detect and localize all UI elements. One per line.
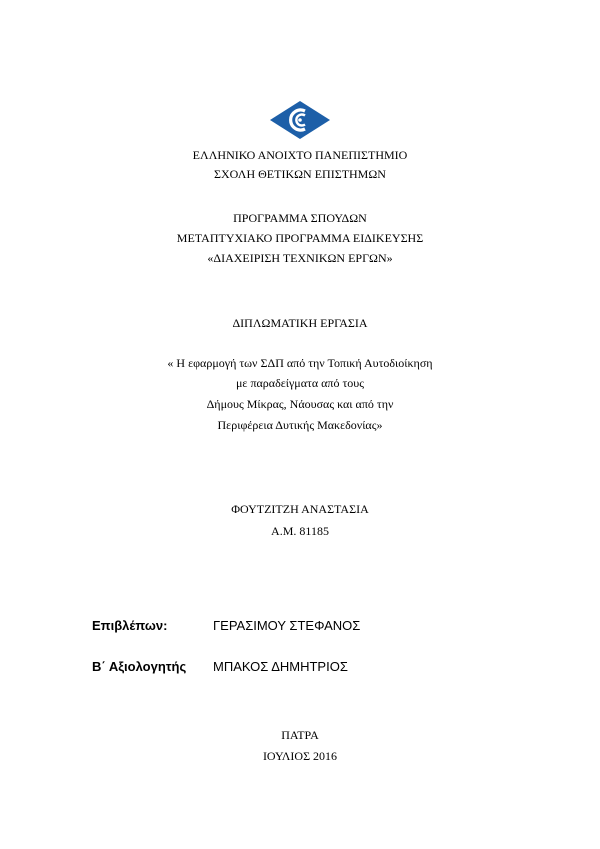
- city: ΠΑΤΡΑ: [281, 728, 319, 742]
- thesis-title-line: με παραδείγματα από τους: [235, 376, 364, 390]
- university-name: ΕΛΛΗΝΙΚΟ ΑΝΟΙΧΤΟ ΠΑΝΕΠΙΣΤΗΜΙΟ: [192, 148, 408, 162]
- examiner-name: ΜΠΑΚΟΣ ΔΗΜΗΤΡΙΟΣ: [213, 659, 348, 674]
- program-specialization: «ΔΙΑΧΕΙΡΙΣΗ ΤΕΧΝΙΚΩΝ ΕΡΓΩΝ»: [207, 251, 393, 265]
- supervisor-name: ΓΕΡΑΣΙΜΟΥ ΣΤΕΦΑΝΟΣ: [213, 618, 361, 633]
- thesis-title-line: Περιφέρεια Δυτικής Μακεδονίας»: [217, 418, 383, 432]
- university-logo-icon: [269, 100, 331, 140]
- author-registration-number: Α.Μ. 81185: [271, 524, 329, 538]
- examiner-label: Β΄ Αξιολογητής: [92, 659, 187, 674]
- author-name: ΦΟΥΤΖΙΤΖΗ ΑΝΑΣΤΑΣΙΑ: [231, 502, 369, 516]
- program-subtitle: ΜΕΤΑΠΤΥΧΙΑΚΟ ΠΡΟΓΡΑΜΜΑ ΕΙΔΙΚΕΥΣΗΣ: [176, 231, 424, 245]
- program-title: ΠΡΟΓΡΑΜΜΑ ΣΠΟΥΔΩΝ: [233, 211, 367, 225]
- supervisor-label: Επιβλέπων:: [92, 618, 168, 633]
- school-name: ΣΧΟΛΗ ΘΕΤΙΚΩΝ ΕΠΙΣΤΗΜΩΝ: [214, 167, 386, 181]
- submission-date: ΙΟΥΛΙΟΣ 2016: [262, 749, 338, 763]
- thesis-title-line: « Η εφαρμογή των ΣΔΠ από την Τοπική Αυτοδιοίκηση: [167, 356, 433, 370]
- thesis-title-line: Δήμους Μίκρας, Νάουσας και από την: [206, 397, 394, 411]
- thesis-type: ΔΙΠΛΩΜΑΤΙΚΗ ΕΡΓΑΣΙΑ: [232, 316, 368, 330]
